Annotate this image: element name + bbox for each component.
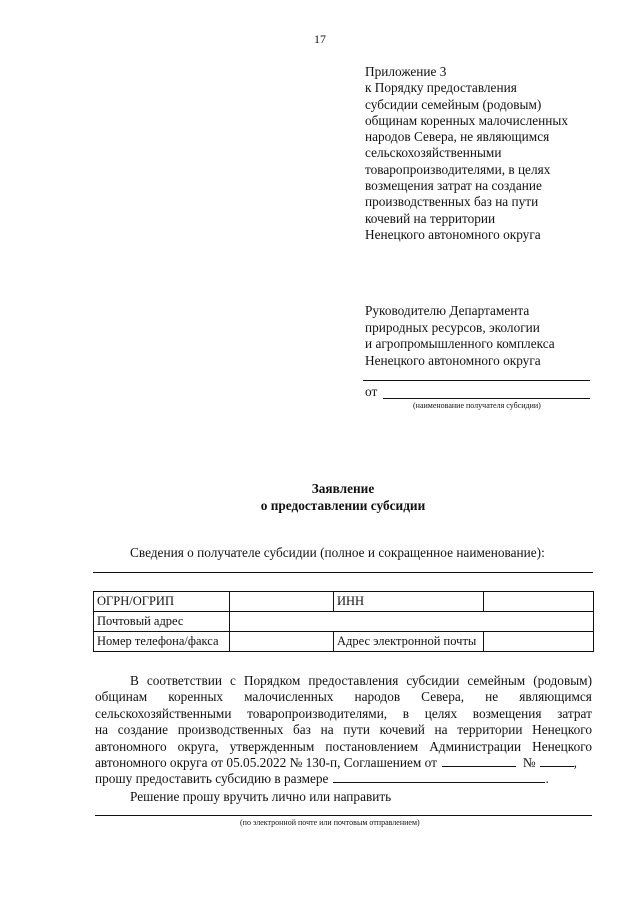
addressee-line: Ненецкого автономного округа	[365, 352, 541, 368]
word: округа,	[177, 738, 219, 754]
paragraph-line	[95, 673, 592, 689]
word: субсидии	[406, 673, 460, 688]
word: Порядком	[243, 673, 301, 688]
postal-address-field[interactable]	[230, 612, 594, 632]
word: соответствии	[146, 673, 223, 688]
recipient-blank-line-2[interactable]	[383, 398, 590, 399]
delivery-method-field[interactable]	[95, 815, 592, 816]
table-row	[94, 612, 594, 632]
phone-label: Номер телефона/факса	[94, 632, 230, 652]
agreement-date-field[interactable]	[442, 755, 516, 767]
appendix-line: товаропроизводителями, в целях	[365, 161, 551, 177]
appendix-line: субсидии семейным (родовым)	[365, 96, 542, 112]
word: целях	[424, 705, 458, 721]
paragraph-line	[95, 706, 592, 722]
addressee-block	[365, 303, 605, 369]
document-title	[0, 481, 640, 514]
email-field[interactable]	[484, 632, 594, 652]
word: предоставления	[308, 673, 399, 688]
recipient-details-table	[93, 591, 594, 652]
addressee-line: природных ресурсов, экологии	[365, 319, 540, 335]
word: создание	[117, 722, 169, 738]
word: народов	[354, 689, 401, 705]
appendix-line: к Порядку предоставления	[365, 80, 517, 96]
word: на	[320, 722, 334, 738]
word: являющимся	[519, 689, 592, 705]
from-label: от	[365, 384, 378, 399]
ogrn-field[interactable]	[230, 592, 334, 612]
delivery-method-caption: (по электронной почте или почтовым отправлением)	[240, 818, 420, 827]
word: постановлением	[325, 738, 419, 754]
postal-address-label: Почтовый адрес	[94, 612, 230, 632]
paragraph-line	[95, 771, 592, 787]
word: малочисленных	[244, 689, 334, 705]
recipient-blank-line-1[interactable]	[363, 380, 590, 381]
application-paragraph	[95, 673, 592, 788]
word: возмещения	[472, 705, 542, 721]
paragraph-line	[95, 755, 592, 771]
agreement-number-sign: №	[522, 755, 536, 771]
word: Ненецкого	[532, 738, 592, 754]
word: товаропроизводителями,	[247, 705, 388, 721]
email-label: Адрес электронной почты	[334, 632, 484, 652]
addressee-line: и агропромышленного комплекса	[365, 336, 555, 351]
word: общинам	[95, 689, 148, 705]
addressee-line: Руководителю Департамента	[365, 303, 530, 318]
period: .	[545, 771, 549, 787]
appendix-line: сельскохозяйственными	[365, 145, 502, 161]
word: на	[434, 722, 448, 738]
amount-text: прошу предоставить субсидию в размере	[95, 771, 329, 787]
word: баз	[293, 722, 311, 738]
word: производственных	[177, 722, 284, 738]
appendix-line: общинам коренных малочисленных	[365, 112, 568, 128]
word: территории	[457, 722, 523, 738]
inn-label: ИНН	[334, 592, 484, 612]
word: семейным	[467, 673, 526, 688]
page-number: 17	[314, 32, 326, 46]
word: сельскохозяйственными	[95, 705, 232, 721]
word: на	[95, 722, 109, 738]
word: Севера,	[421, 689, 465, 705]
title-line-1: Заявление	[311, 481, 375, 496]
ogrn-label: ОГРН/ОГРИП	[94, 592, 230, 612]
title-line-2: о предоставлении субсидии	[260, 497, 426, 513]
inn-field[interactable]	[484, 592, 594, 612]
appendix-line: Ненецкого автономного округа	[365, 226, 541, 242]
appendix-line: возмещения затрат на создание	[365, 178, 542, 194]
word: автономного	[95, 738, 167, 754]
appendix-line: кочевий на территории	[365, 210, 496, 226]
recipient-name-caption: (наименование получателя субсидии)	[413, 401, 541, 410]
word: (родовым)	[533, 673, 592, 688]
table-row	[94, 632, 594, 652]
agreement-text: автономного округа от 05.05.2022 № 130-п, Соглашением от	[95, 755, 437, 771]
subsidy-amount-field[interactable]	[333, 771, 545, 783]
recipient-info-label: Сведения о получателе субсидии (полное и сокращенное наименование):	[130, 545, 545, 560]
comma: ,	[573, 755, 577, 771]
word: Администрации	[429, 738, 522, 754]
table-row	[94, 592, 594, 612]
word: коренных	[168, 689, 224, 705]
word: не	[485, 689, 499, 705]
word: Ненецкого	[532, 722, 592, 738]
phone-field[interactable]	[230, 632, 334, 652]
recipient-name-field[interactable]	[93, 572, 593, 573]
appendix-line: производственных баз на пути	[365, 194, 539, 210]
decision-text: Решение прошу вручить лично или направить	[130, 789, 392, 804]
word: затрат	[557, 705, 592, 721]
word: пути	[343, 722, 370, 738]
word: с	[230, 673, 236, 688]
word: кочевий	[379, 722, 425, 738]
word: утвержденным	[229, 738, 315, 754]
word: в	[402, 705, 410, 721]
agreement-number-field[interactable]	[540, 755, 574, 767]
paragraph-line	[95, 689, 592, 705]
appendix-line: народов Севера, не являющимся	[365, 129, 550, 145]
word: В	[130, 673, 139, 688]
paragraph-line	[95, 739, 592, 755]
appendix-block	[365, 64, 605, 243]
appendix-line: Приложение 3	[365, 64, 447, 79]
paragraph-line	[95, 722, 592, 738]
